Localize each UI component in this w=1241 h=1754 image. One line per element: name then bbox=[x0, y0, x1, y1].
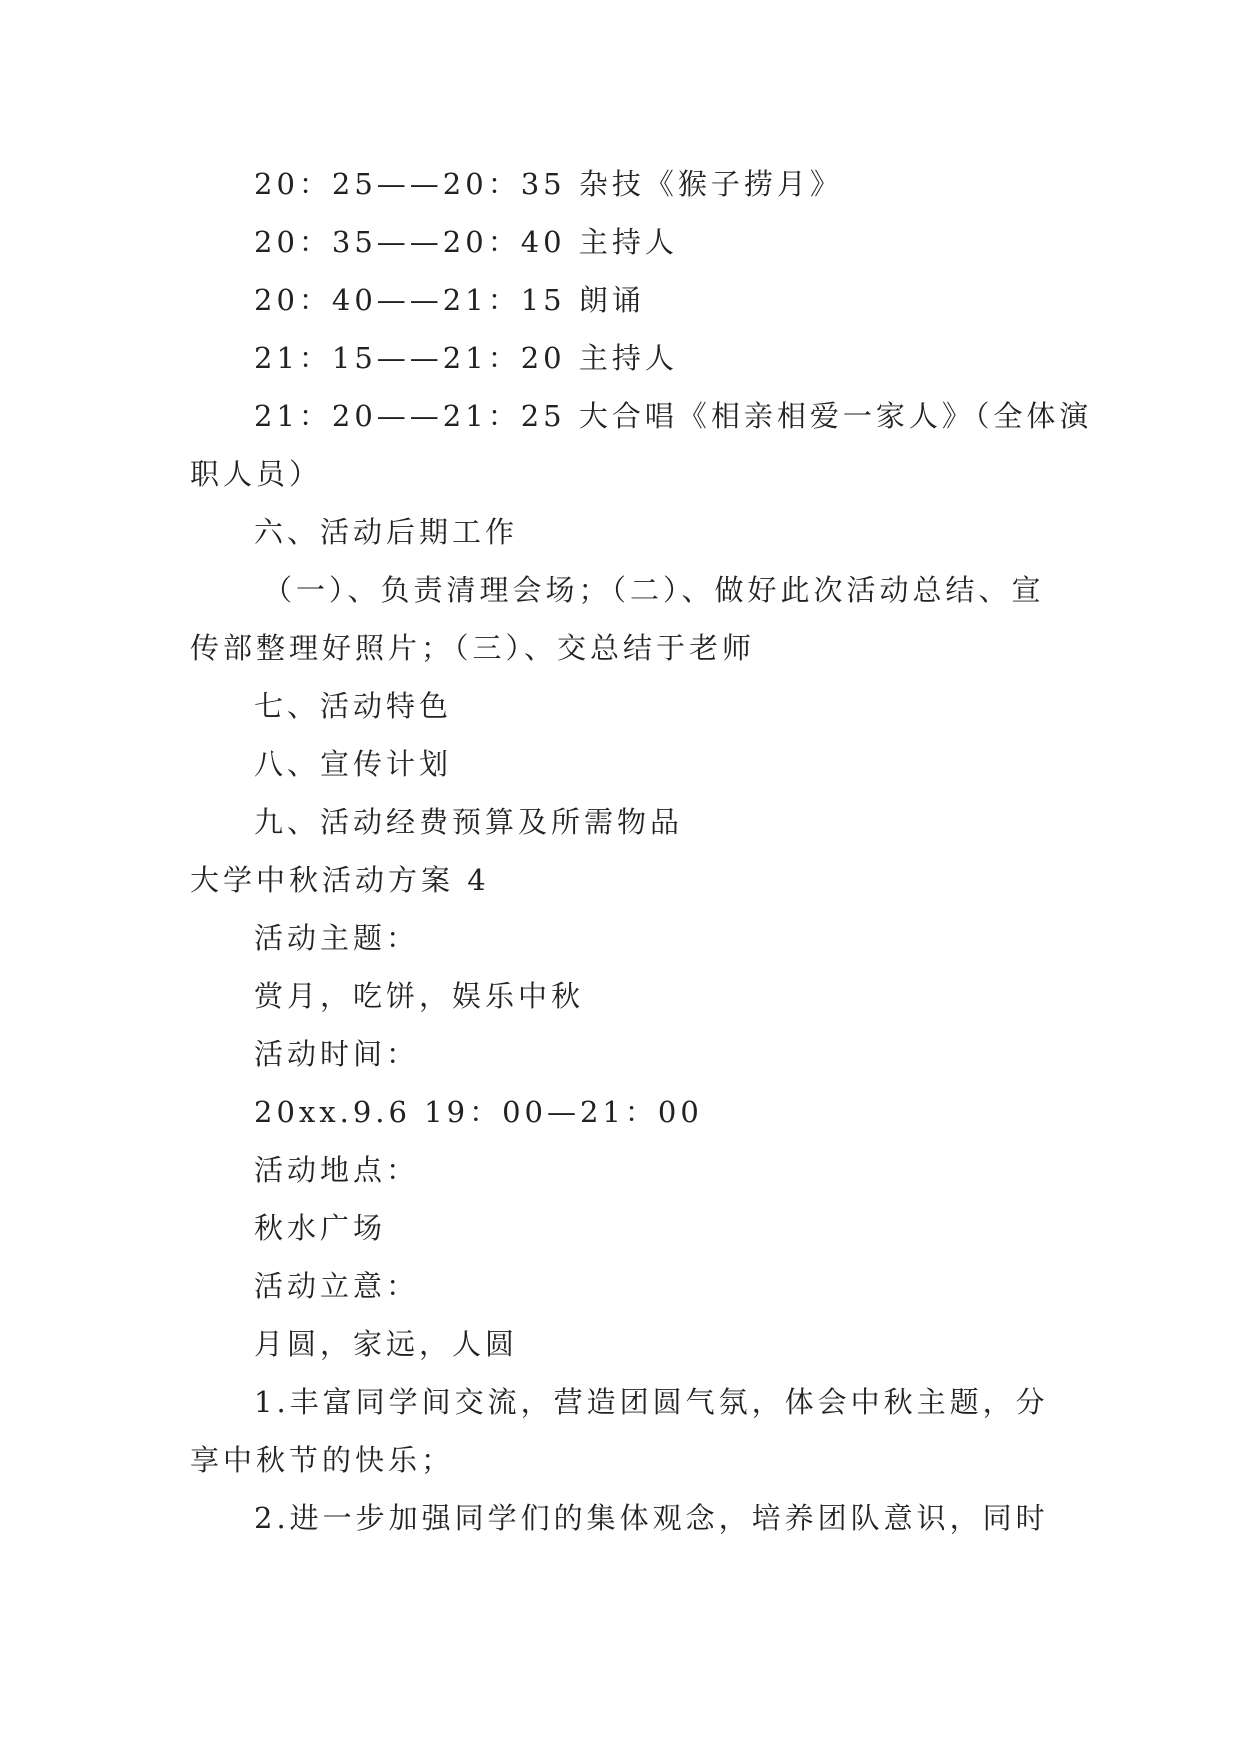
purpose-item-2: 2.进一步加强同学们的集体观念，培养团队意识，同时 bbox=[254, 1501, 1049, 1535]
label-purpose: 活动立意： bbox=[254, 1269, 420, 1303]
section-heading-budget: 九、活动经费预算及所需物品 bbox=[254, 805, 684, 839]
label-location: 活动地点： bbox=[254, 1153, 420, 1187]
schedule-line-host-1: 20：35——20：40 主持人 bbox=[254, 225, 678, 259]
section-heading-followup: 六、活动后期工作 bbox=[254, 515, 519, 549]
schedule-line-chorus-continued: 职人员） bbox=[190, 457, 323, 491]
section-heading-features: 七、活动特色 bbox=[254, 689, 453, 723]
paragraph-followup-tasks: （一）、负责清理会场；（二）、做好此次活动总结、宣 bbox=[263, 573, 1045, 607]
value-time: 20xx.9.6 19：00—21：00 bbox=[254, 1095, 703, 1129]
value-purpose: 月圆，家远，人圆 bbox=[254, 1327, 519, 1361]
value-theme: 赏月，吃饼，娱乐中秋 bbox=[254, 979, 585, 1013]
plan-title: 大学中秋活动方案 4 bbox=[190, 863, 490, 897]
schedule-line-acrobatics: 20：25——20：35 杂技《猴子捞月》 bbox=[254, 167, 843, 201]
label-theme: 活动主题： bbox=[254, 921, 420, 955]
paragraph-followup-tasks-continued: 传部整理好照片；（三）、交总结于老师 bbox=[190, 631, 756, 665]
schedule-line-host-2: 21：15——21：20 主持人 bbox=[254, 341, 678, 375]
label-time: 活动时间： bbox=[254, 1037, 420, 1071]
value-location: 秋水广场 bbox=[254, 1211, 387, 1245]
purpose-item-1: 1.丰富同学间交流，营造团圆气氛，体会中秋主题，分 bbox=[254, 1385, 1049, 1419]
schedule-line-chorus: 21：20——21：25 大合唱《相亲相爱一家人》（全体演 bbox=[254, 399, 1093, 433]
purpose-item-1-continued: 享中秋节的快乐； bbox=[190, 1443, 455, 1477]
section-heading-publicity: 八、宣传计划 bbox=[254, 747, 453, 781]
schedule-line-recitation: 20：40——21：15 朗诵 bbox=[254, 283, 645, 317]
